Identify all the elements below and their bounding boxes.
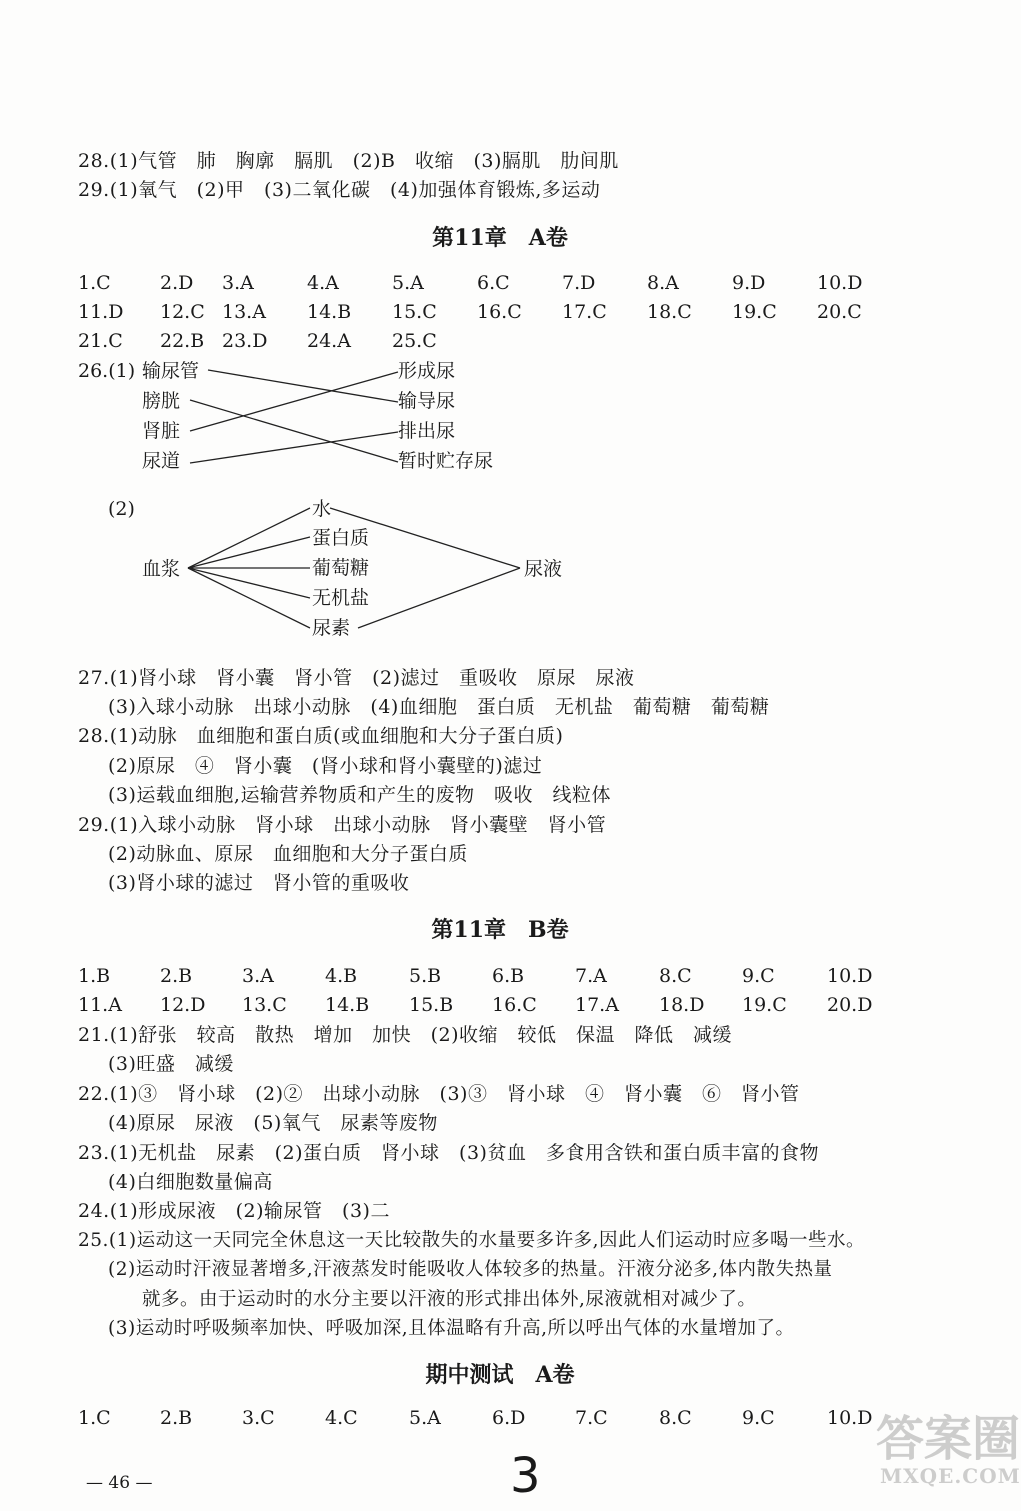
answer-line-29: 29.(1)氧气 (2)甲 (3)二氧化碳 (4)加强体育锻炼,多运动 bbox=[78, 179, 601, 201]
mc-answer: 8.C bbox=[659, 965, 692, 987]
watermark-text: 答案圈 bbox=[876, 1411, 1021, 1467]
connector-line bbox=[188, 568, 310, 628]
mc-answer: 25.C bbox=[392, 330, 437, 352]
answer-line-21-1: 21.(1)舒张 较高 散热 增加 加快 (2)收缩 较低 保温 降低 减缓 bbox=[78, 1024, 733, 1046]
component-item: 葡萄糖 bbox=[312, 557, 370, 579]
answer-line-28: 28.(1)气管 肺 胸廓 膈肌 (2)B 收缩 (3)膈肌 肋间肌 bbox=[78, 150, 619, 172]
answer-line-25-3: (3)运动时呼吸频率加快、呼吸加深,且体温略有升高,所以呼出气体的水量增加了。 bbox=[108, 1318, 795, 1339]
connector-line bbox=[358, 568, 520, 628]
mc-answer: 10.D bbox=[827, 965, 873, 987]
urine-label: 尿液 bbox=[524, 558, 563, 580]
mc-answer: 3.A bbox=[242, 965, 274, 987]
answer-line-22-1: 22.(1)③ 肾小球 (2)② 出球小动脉 (3)③ 肾小球 ④ 肾小囊 ⑥ 肾小管 bbox=[78, 1083, 800, 1105]
connector-line bbox=[190, 400, 398, 462]
mc-answer: 11.D bbox=[78, 301, 124, 323]
watermark-url: MXQE.COM bbox=[880, 1464, 1021, 1488]
answer-line-22-4: (4)原尿 尿液 (5)氧气 尿素等废物 bbox=[108, 1112, 438, 1134]
q26-part2-label: (2) bbox=[108, 498, 135, 520]
answer-line-25-2-cont: 就多。由于运动时的水分主要以汗液的形式排出体外,尿液就相对减少了。 bbox=[142, 1289, 757, 1310]
component-item: 水 bbox=[312, 498, 332, 520]
mc-answer: 19.C bbox=[742, 994, 787, 1016]
mc-answer: 9.D bbox=[732, 272, 766, 294]
answer-line-23-1: 23.(1)无机盐 尿素 (2)蛋白质 肾小球 (3)贫血 多食用含铁和蛋白质丰富的食物 bbox=[78, 1142, 819, 1164]
mc-answer: 16.C bbox=[477, 301, 522, 323]
mc-answer: 8.A bbox=[647, 272, 679, 294]
match-right-item: 暂时贮存尿 bbox=[398, 450, 494, 472]
answer-line-27-3: (3)入球小动脉 出球小动脉 (4)血细胞 蛋白质 无机盐 葡萄糖 葡萄糖 bbox=[108, 696, 770, 718]
mc-answer: 15.B bbox=[409, 994, 454, 1016]
match-left-item: 尿道 bbox=[142, 450, 181, 472]
connector-line bbox=[190, 432, 398, 463]
mc-answer: 2.B bbox=[160, 1407, 193, 1429]
answer-line-23-4: (4)白细胞数量偏高 bbox=[108, 1171, 273, 1193]
mc-answer: 6.B bbox=[492, 965, 525, 987]
mc-answer: 1.C bbox=[78, 272, 111, 294]
mc-answer: 10.D bbox=[827, 1407, 873, 1429]
mc-answer: 21.C bbox=[78, 330, 123, 352]
mc-answer: 22.B bbox=[160, 330, 205, 352]
mc-answer: 16.C bbox=[492, 994, 537, 1016]
mc-answer: 2.B bbox=[160, 965, 193, 987]
mc-answer: 4.A bbox=[307, 272, 339, 294]
section-title-midterm-a: 期中测试 A卷 bbox=[425, 1362, 575, 1388]
q26-label: 26.(1) bbox=[78, 360, 136, 382]
mc-answer: 11.A bbox=[78, 994, 122, 1016]
mc-answer: 19.C bbox=[732, 301, 777, 323]
mc-answer: 7.C bbox=[575, 1407, 608, 1429]
mc-answer: 2.D bbox=[160, 272, 194, 294]
connector-line bbox=[188, 508, 310, 568]
connector-line bbox=[188, 568, 310, 598]
mc-answer: 13.A bbox=[222, 301, 266, 323]
match-left-item: 肾脏 bbox=[142, 420, 181, 442]
mc-answer: 17.A bbox=[575, 994, 619, 1016]
mc-answer: 14.B bbox=[307, 301, 352, 323]
mc-answer: 1.C bbox=[78, 1407, 111, 1429]
answer-line-21-3: (3)旺盛 减缓 bbox=[108, 1053, 234, 1075]
connector-line bbox=[208, 370, 398, 402]
mc-answer: 1.B bbox=[78, 965, 111, 987]
answer-line-29-1: 29.(1)入球小动脉 肾小球 出球小动脉 肾小囊壁 肾小管 bbox=[78, 814, 607, 836]
mc-answer: 6.D bbox=[492, 1407, 526, 1429]
mc-answer: 10.D bbox=[817, 272, 863, 294]
mc-answer: 7.D bbox=[562, 272, 596, 294]
match-left-item: 输尿管 bbox=[142, 360, 200, 382]
mc-answer: 9.C bbox=[742, 965, 775, 987]
match-right-item: 输导尿 bbox=[398, 390, 456, 412]
mc-answer: 3.A bbox=[222, 272, 254, 294]
watermark-logo bbox=[876, 1400, 1021, 1500]
answer-line-24: 24.(1)形成尿液 (2)输尿管 (3)二 bbox=[78, 1200, 390, 1222]
plasma-label: 血浆 bbox=[142, 558, 181, 580]
match-right-item: 形成尿 bbox=[398, 360, 456, 382]
mc-answer: 4.B bbox=[325, 965, 358, 987]
answer-line-27-1: 27.(1)肾小球 肾小囊 肾小管 (2)滤过 重吸收 原尿 尿液 bbox=[78, 667, 635, 689]
section-title-chapter11-b: 第11章 B卷 bbox=[431, 917, 569, 943]
mc-answer: 15.C bbox=[392, 301, 437, 323]
mc-answer: 8.C bbox=[659, 1407, 692, 1429]
mc-answer: 13.C bbox=[242, 994, 287, 1016]
mc-answer: 14.B bbox=[325, 994, 370, 1016]
answer-line-25-2: (2)运动时汗液显著增多,汗液蒸发时能吸收人体较多的热量。汗液分泌多,体内散失热量 bbox=[108, 1259, 833, 1280]
answer-line-29-2: (2)动脉血、原尿 血细胞和大分子蛋白质 bbox=[108, 843, 468, 865]
section-title-chapter11-a: 第11章 A卷 bbox=[432, 225, 568, 251]
mc-answer: 3.C bbox=[242, 1407, 275, 1429]
mc-answer: 5.A bbox=[392, 272, 424, 294]
mc-answer: 5.B bbox=[409, 965, 442, 987]
mc-answer: 18.D bbox=[659, 994, 705, 1016]
answer-line-28-2: (2)原尿 ④ 肾小囊 (肾小球和肾小囊壁的)滤过 bbox=[108, 755, 543, 777]
answer-line-28-3: (3)运载血细胞,运输营养物质和产生的废物 吸收 线粒体 bbox=[108, 784, 611, 806]
connector-line bbox=[188, 537, 310, 568]
mc-answer: 7.A bbox=[575, 965, 607, 987]
connector-line bbox=[190, 372, 398, 431]
mc-answer: 9.C bbox=[742, 1407, 775, 1429]
mc-answer: 12.C bbox=[160, 301, 205, 323]
answer-line-25-1: 25.(1)运动这一天同完全休息这一天比较散失的水量要多许多,因此人们运动时应多喝一些水。 bbox=[78, 1230, 866, 1251]
mc-answer: 17.C bbox=[562, 301, 607, 323]
mc-answer: 24.A bbox=[307, 330, 351, 352]
match-left-item: 膀胱 bbox=[142, 390, 181, 412]
component-item: 蛋白质 bbox=[312, 527, 370, 549]
answer-line-28-1: 28.(1)动脉 血细胞和蛋白质(或血细胞和大分子蛋白质) bbox=[78, 725, 564, 747]
mc-answer: 6.C bbox=[477, 272, 510, 294]
mc-answer: 12.D bbox=[160, 994, 206, 1016]
mc-answer: 23.D bbox=[222, 330, 268, 352]
component-item: 无机盐 bbox=[312, 587, 370, 609]
mc-answer: 18.C bbox=[647, 301, 692, 323]
mc-answer: 20.D bbox=[827, 994, 873, 1016]
page-number: — 46 — bbox=[86, 1473, 153, 1493]
handwritten-page-mark: 3 bbox=[510, 1448, 541, 1504]
component-item: 尿素 bbox=[312, 617, 351, 639]
mc-answer: 4.C bbox=[325, 1407, 358, 1429]
answer-line-29-3: (3)肾小球的滤过 肾小管的重吸收 bbox=[108, 872, 410, 894]
match-right-item: 排出尿 bbox=[398, 420, 456, 442]
mc-answer: 20.C bbox=[817, 301, 862, 323]
mc-answer: 5.A bbox=[409, 1407, 441, 1429]
